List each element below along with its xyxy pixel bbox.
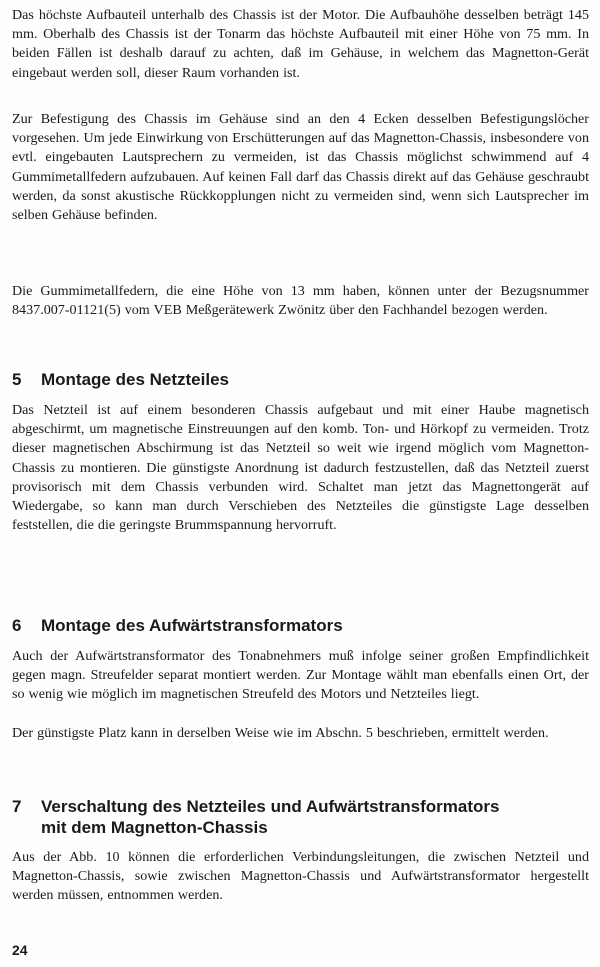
section-heading-5 [12,369,592,390]
page-number: 24 [12,942,28,958]
paragraph-motor-height: Das höchste Aufbauteil unterhalb des Chassis ist der Motor. Die Aufbauhöhe desselben beträgt 145 mm. Oberhalb des Chassis ist der Tonarm das höchste Aufbauteil mit einer Höhe von 75 mm. In beiden Fällen ist deshalb darauf zu achten, daß im Gehäuse, in welchem das Magnetton-Gerät eingebaut werden soll, dieser Raum vorhanden ist. [12,7,589,81]
section-heading-7 [12,796,592,838]
section-number: 6 [12,616,22,635]
section-heading-6 [12,615,592,636]
section-5-body: Das Netzteil ist auf einem besonderen Chassis aufgebaut und mit einer Haube magnetisch abgeschirmt, um magnetische Einstreuungen auf den komb. Ton- und Hörkopf zu vermeiden. Trotz dieser magnetischen Abschirmung ist das Netzteil so weit wie irgend möglich vom Magnetton-Chassis zu montieren. Die günstigste Anordnung ist dadurch festzustellen, daß das Netzteil zuerst provisorisch mit dem Chassis verbunden wird. Schaltet man jetzt das Magnettongerät auf Wiedergabe, so kann man durch Verschieben des Netzteiles die günstigste Lage desselben feststellen, die die geringste Brummspannung hervorruft. [12,402,589,534]
section-6-body-continued: Der günstigste Platz kann in derselben Weise wie im Abschn. 5 beschrieben, ermittelt werden. [12,725,549,741]
section-number: 7 [12,797,22,816]
section-title: Montage des Netzteiles [41,370,229,389]
section-title: Montage des Aufwärtstransformators [41,616,343,635]
section-7-body: Aus der Abb. 10 können die erforderlichen Verbindungsleitungen, die zwischen Netzteil und Magnetton-Chassis, sowie zwischen Magnetton-Chassis und Aufwärtstransformator hergestellt werden müssen, entnommen werden. [12,849,589,904]
section-number: 5 [12,370,22,389]
section-title: Verschaltung des Netzteiles und Aufwärtstransformators [41,797,500,816]
paragraph-chassis-mounting: Zur Befestigung des Chassis im Gehäuse sind an den 4 Ecken desselben Befestigungslöcher vorgesehen. Um jede Einwirkung von Erschütterungen auf das Magnetton-Chassis, insbesondere von evtl. eingebauten Lautsprechern zu vermeiden, ist das Chassis möglichst schwimmend auf 4 Gummimetallfedern aufzubauen. Auf keinen Fall darf das Chassis direkt auf das Gehäuse geschraubt werden, da sonst akustische Rückkopplungen nicht zu vermeiden sind, wenn sich Lautsprecher im selben Gehäuse befinden. [12,111,589,224]
section-title-continued: mit dem Magnetton-Chassis [41,818,268,837]
section-6-body: Auch der Aufwärtstransformator des Tonabnehmers muß infolge seiner großen Empfindlichkeit gegen magn. Streufelder separat montiert werden. Zur Montage wählt man ebenfalls einen Ort, der so wenig wie möglich im magnetischen Streufeld des Motors und Netzteiles liegt. [12,648,589,703]
paragraph-rubber-springs: Die Gummimetallfedern, die eine Höhe von 13 mm haben, können unter der Bezugsnummer 8437.007-01121(5) vom VEB Meßgerätewerk Zwönitz über den Fachhandel bezogen werden. [12,283,589,319]
